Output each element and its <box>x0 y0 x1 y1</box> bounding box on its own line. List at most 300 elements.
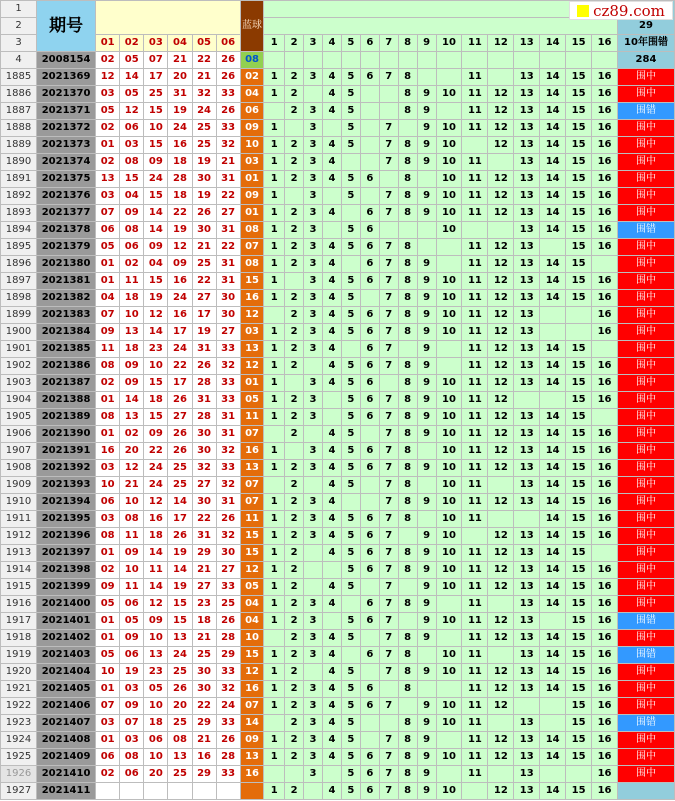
green-cell[interactable]: 2 <box>285 222 304 239</box>
green-cell[interactable]: 1 <box>264 273 285 290</box>
green-cell[interactable]: 12 <box>488 749 514 766</box>
green-cell[interactable]: 1 <box>264 562 285 579</box>
red-ball-cell[interactable]: 13 <box>120 324 144 341</box>
green-cell[interactable]: 3 <box>304 647 323 664</box>
green-cell[interactable]: 13 <box>514 324 540 341</box>
red-ball-cell[interactable]: 19 <box>168 222 192 239</box>
blue-ball-cell[interactable]: 07 <box>240 494 264 511</box>
green-cell[interactable]: 6 <box>360 783 379 800</box>
green-cell[interactable]: 13 <box>514 205 540 222</box>
green-cell[interactable]: 14 <box>540 120 566 137</box>
green-cell[interactable]: 3 <box>304 69 323 86</box>
red-ball-cell[interactable]: 05 <box>96 596 120 613</box>
red-ball-cell[interactable]: 12 <box>144 596 168 613</box>
blue-ball-cell[interactable]: 15 <box>240 273 264 290</box>
green-cell[interactable]: 15 <box>566 171 592 188</box>
green-cell[interactable]: 12 <box>488 256 514 273</box>
period-cell[interactable]: 2021401 <box>37 613 96 630</box>
green-cell[interactable]: 8 <box>398 154 417 171</box>
green-cell[interactable]: 14 <box>540 205 566 222</box>
green-cell[interactable]: 5 <box>341 562 360 579</box>
green-cell[interactable]: 15 <box>566 392 592 409</box>
green-cell[interactable]: 8 <box>398 511 417 528</box>
row-number[interactable]: 1894 <box>1 222 37 239</box>
green-cell[interactable] <box>488 477 514 494</box>
red-ball-cell[interactable]: 15 <box>144 409 168 426</box>
period-cell[interactable]: 2021395 <box>37 511 96 528</box>
green-cell[interactable]: 15 <box>566 715 592 732</box>
red-ball-cell[interactable]: 25 <box>216 596 240 613</box>
green-cell[interactable] <box>360 120 379 137</box>
green-cell[interactable] <box>285 188 304 205</box>
red-ball-cell[interactable]: 05 <box>120 613 144 630</box>
green-cell[interactable]: 16 <box>592 562 618 579</box>
green-cell[interactable] <box>540 698 566 715</box>
green-cell[interactable]: 11 <box>462 69 488 86</box>
row-number[interactable]: 1 <box>1 1 37 18</box>
green-cell[interactable]: 10 <box>436 698 462 715</box>
red-ball-cell[interactable]: 27 <box>192 477 216 494</box>
green-cell[interactable]: 9 <box>417 426 436 443</box>
red-ball-cell[interactable]: 26 <box>216 732 240 749</box>
red-ball-cell[interactable]: 02 <box>120 426 144 443</box>
green-cell[interactable]: 7 <box>379 647 398 664</box>
green-cell[interactable]: 5 <box>341 426 360 443</box>
green-cell[interactable]: 8 <box>398 239 417 256</box>
red-ball-cell[interactable]: 26 <box>192 205 216 222</box>
green-cell[interactable]: 14 <box>540 358 566 375</box>
green-cell[interactable] <box>417 69 436 86</box>
green-cell[interactable]: 12 <box>488 579 514 596</box>
red-ball-cell[interactable]: 26 <box>168 392 192 409</box>
green-cell[interactable]: 7 <box>379 273 398 290</box>
green-cell[interactable] <box>566 52 592 69</box>
green-cell[interactable]: 12 <box>488 171 514 188</box>
red-ball-cell[interactable]: 27 <box>192 579 216 596</box>
red-ball-cell[interactable]: 26 <box>216 613 240 630</box>
green-cell[interactable]: 4 <box>323 647 342 664</box>
green-cell[interactable] <box>417 681 436 698</box>
green-cell[interactable]: 15 <box>566 545 592 562</box>
green-cell[interactable] <box>264 477 285 494</box>
green-cell[interactable]: 7 <box>379 511 398 528</box>
green-cell[interactable]: 14 <box>540 749 566 766</box>
blue-ball-cell[interactable]: 15 <box>240 545 264 562</box>
red-ball-cell[interactable]: 31 <box>216 273 240 290</box>
green-cell[interactable]: 1 <box>264 783 285 800</box>
red-ball-cell[interactable]: 28 <box>216 630 240 647</box>
status-cell[interactable]: 围中 <box>617 239 674 256</box>
green-cell[interactable] <box>488 222 514 239</box>
green-cell[interactable]: 4 <box>323 375 342 392</box>
green-cell[interactable] <box>417 239 436 256</box>
green-cell[interactable]: 10 <box>436 613 462 630</box>
green-cell[interactable]: 12 <box>488 205 514 222</box>
green-cell[interactable]: 14 <box>540 86 566 103</box>
green-cell[interactable]: 13 <box>514 596 540 613</box>
red-ball-cell[interactable] <box>216 783 240 800</box>
green-cell[interactable]: 8 <box>398 715 417 732</box>
red-ball-cell[interactable]: 14 <box>168 562 192 579</box>
green-cell[interactable]: 15 <box>566 528 592 545</box>
green-cell[interactable]: 16 <box>592 290 618 307</box>
green-cell[interactable] <box>462 783 488 800</box>
green-cell[interactable]: 4 <box>323 579 342 596</box>
red-ball-cell[interactable]: 24 <box>168 647 192 664</box>
red-ball-cell[interactable]: 18 <box>168 188 192 205</box>
green-cell[interactable] <box>398 120 417 137</box>
green-cell[interactable]: 2 <box>285 392 304 409</box>
green-cell[interactable]: 3 <box>304 375 323 392</box>
red-ball-cell[interactable]: 10 <box>120 562 144 579</box>
green-cell[interactable]: 16 <box>592 188 618 205</box>
red-ball-cell[interactable]: 19 <box>120 664 144 681</box>
green-cell[interactable]: 4 <box>323 749 342 766</box>
green-cell[interactable]: 13 <box>514 358 540 375</box>
green-cell[interactable]: 9 <box>417 749 436 766</box>
green-cell[interactable]: 4 <box>323 69 342 86</box>
green-cell[interactable]: 15 <box>566 698 592 715</box>
red-ball-cell[interactable]: 02 <box>96 562 120 579</box>
red-ball-cell[interactable]: 07 <box>96 307 120 324</box>
green-cell[interactable]: 4 <box>323 324 342 341</box>
status-cell[interactable]: 围错 <box>617 613 674 630</box>
red-ball-cell[interactable]: 33 <box>216 86 240 103</box>
green-cell[interactable]: 9 <box>417 545 436 562</box>
green-cell[interactable]: 10 <box>436 409 462 426</box>
green-cell[interactable]: 10 <box>436 579 462 596</box>
period-cell[interactable]: 2021379 <box>37 239 96 256</box>
row-number[interactable]: 1891 <box>1 171 37 188</box>
green-cell[interactable]: 1 <box>264 358 285 375</box>
green-cell[interactable]: 13 <box>514 120 540 137</box>
green-cell[interactable] <box>488 596 514 613</box>
green-cell[interactable]: 12 <box>488 307 514 324</box>
green-cell[interactable] <box>341 154 360 171</box>
green-cell[interactable] <box>360 630 379 647</box>
green-cell[interactable]: 6 <box>360 307 379 324</box>
green-cell[interactable]: 7 <box>379 307 398 324</box>
period-cell[interactable]: 2021406 <box>37 698 96 715</box>
red-ball-cell[interactable]: 15 <box>168 596 192 613</box>
red-ball-cell[interactable]: 22 <box>192 273 216 290</box>
red-ball-cell[interactable]: 26 <box>216 69 240 86</box>
red-ball-cell[interactable]: 25 <box>168 477 192 494</box>
red-ball-cell[interactable]: 26 <box>168 681 192 698</box>
green-cell[interactable]: 4 <box>323 256 342 273</box>
red-ball-cell[interactable]: 31 <box>216 409 240 426</box>
row-number[interactable]: 1926 <box>1 766 37 783</box>
green-cell[interactable]: 6 <box>360 205 379 222</box>
green-cell[interactable]: 13 <box>514 290 540 307</box>
green-cell[interactable]: 8 <box>398 596 417 613</box>
green-cell[interactable]: 15 <box>566 188 592 205</box>
status-cell[interactable]: 围中 <box>617 443 674 460</box>
red-ball-cell[interactable]: 06 <box>96 749 120 766</box>
green-cell[interactable]: 14 <box>540 732 566 749</box>
red-ball-cell[interactable]: 16 <box>168 273 192 290</box>
green-cell[interactable]: 16 <box>592 222 618 239</box>
red-ball-cell[interactable]: 02 <box>96 154 120 171</box>
red-ball-cell[interactable]: 30 <box>216 307 240 324</box>
red-ball-cell[interactable]: 18 <box>168 154 192 171</box>
green-cell[interactable] <box>514 698 540 715</box>
period-cell[interactable]: 2021385 <box>37 341 96 358</box>
green-cell[interactable]: 13 <box>514 494 540 511</box>
green-cell[interactable]: 3 <box>304 256 323 273</box>
green-cell[interactable]: 10 <box>436 324 462 341</box>
green-cell[interactable]: 11 <box>462 477 488 494</box>
green-cell[interactable]: 3 <box>304 613 323 630</box>
red-ball-cell[interactable]: 09 <box>96 324 120 341</box>
green-cell[interactable]: 10 <box>436 494 462 511</box>
green-cell[interactable]: 9 <box>417 120 436 137</box>
green-cell[interactable] <box>304 664 323 681</box>
red-ball-cell[interactable]: 08 <box>96 358 120 375</box>
green-cell[interactable]: 12 <box>488 290 514 307</box>
green-cell[interactable]: 1 <box>264 171 285 188</box>
red-ball-cell[interactable]: 19 <box>168 103 192 120</box>
green-cell[interactable]: 9 <box>417 579 436 596</box>
green-cell[interactable]: 16 <box>592 358 618 375</box>
red-ball-cell[interactable]: 20 <box>144 766 168 783</box>
green-cell[interactable]: 7 <box>379 613 398 630</box>
green-cell[interactable]: 13 <box>514 256 540 273</box>
red-ball-cell[interactable]: 03 <box>96 188 120 205</box>
green-cell[interactable]: 1 <box>264 222 285 239</box>
green-cell[interactable]: 4 <box>323 307 342 324</box>
green-cell[interactable]: 11 <box>462 324 488 341</box>
green-cell[interactable]: 15 <box>566 494 592 511</box>
red-ball-cell[interactable]: 26 <box>216 511 240 528</box>
green-cell[interactable] <box>304 562 323 579</box>
green-cell[interactable]: 5 <box>341 409 360 426</box>
green-cell[interactable]: 10 <box>436 562 462 579</box>
status-cell[interactable]: 围中 <box>617 630 674 647</box>
green-cell[interactable]: 1 <box>264 511 285 528</box>
blue-ball-cell[interactable]: 11 <box>240 511 264 528</box>
green-cell[interactable] <box>304 579 323 596</box>
green-cell[interactable]: 10 <box>436 290 462 307</box>
green-cell[interactable]: 4 <box>323 630 342 647</box>
green-cell[interactable] <box>323 188 342 205</box>
green-cell[interactable] <box>417 222 436 239</box>
green-cell[interactable] <box>360 290 379 307</box>
red-ball-cell[interactable]: 28 <box>192 409 216 426</box>
green-cell[interactable]: 12 <box>488 528 514 545</box>
green-cell[interactable]: 11 <box>462 103 488 120</box>
red-ball-cell[interactable]: 24 <box>168 120 192 137</box>
green-cell[interactable]: 15 <box>566 154 592 171</box>
green-cell[interactable]: 2 <box>285 511 304 528</box>
red-ball-cell[interactable]: 25 <box>192 137 216 154</box>
row-number[interactable]: 1919 <box>1 647 37 664</box>
red-ball-cell[interactable]: 30 <box>192 494 216 511</box>
green-cell[interactable] <box>379 715 398 732</box>
green-cell[interactable]: 6 <box>360 256 379 273</box>
green-cell[interactable]: 3 <box>304 443 323 460</box>
green-cell[interactable]: 6 <box>360 528 379 545</box>
blue-ball-cell[interactable]: 12 <box>240 307 264 324</box>
red-ball-cell[interactable]: 14 <box>144 205 168 222</box>
green-cell[interactable]: 11 <box>462 273 488 290</box>
red-ball-cell[interactable]: 05 <box>120 52 144 69</box>
green-cell[interactable] <box>360 103 379 120</box>
green-cell[interactable]: 7 <box>379 766 398 783</box>
green-cell[interactable]: 4 <box>323 341 342 358</box>
green-cell[interactable]: 16 <box>592 715 618 732</box>
green-cell[interactable]: 1 <box>264 239 285 256</box>
green-cell[interactable] <box>285 273 304 290</box>
green-cell[interactable]: 5 <box>341 222 360 239</box>
green-cell[interactable]: 8 <box>398 171 417 188</box>
status-cell[interactable]: 围中 <box>617 375 674 392</box>
green-cell[interactable] <box>323 120 342 137</box>
green-cell[interactable]: 16 <box>592 171 618 188</box>
row-number[interactable]: 1915 <box>1 579 37 596</box>
green-cell[interactable]: 11 <box>462 613 488 630</box>
status-cell[interactable]: 围中 <box>617 273 674 290</box>
green-cell[interactable]: 11 <box>462 392 488 409</box>
green-cell[interactable]: 7 <box>379 749 398 766</box>
blue-ball-cell[interactable]: 12 <box>240 562 264 579</box>
green-cell[interactable]: 3 <box>304 205 323 222</box>
green-cell[interactable]: 3 <box>304 341 323 358</box>
red-ball-cell[interactable]: 10 <box>96 664 120 681</box>
green-cell[interactable] <box>360 154 379 171</box>
green-cell[interactable]: 14 <box>540 256 566 273</box>
green-cell[interactable]: 7 <box>379 698 398 715</box>
red-ball-cell[interactable]: 08 <box>120 222 144 239</box>
green-cell[interactable]: 5 <box>341 103 360 120</box>
blue-ball-cell[interactable]: 03 <box>240 154 264 171</box>
row-number[interactable]: 1907 <box>1 443 37 460</box>
green-cell[interactable] <box>540 766 566 783</box>
red-ball-cell[interactable]: 28 <box>192 375 216 392</box>
red-ball-cell[interactable]: 02 <box>96 52 120 69</box>
green-cell[interactable] <box>264 52 285 69</box>
red-ball-cell[interactable]: 06 <box>120 239 144 256</box>
green-cell[interactable]: 16 <box>592 647 618 664</box>
green-cell[interactable] <box>488 766 514 783</box>
green-cell[interactable] <box>436 341 462 358</box>
green-cell[interactable] <box>436 52 462 69</box>
green-cell[interactable]: 16 <box>592 579 618 596</box>
red-ball-cell[interactable]: 18 <box>120 290 144 307</box>
red-ball-cell[interactable]: 29 <box>192 715 216 732</box>
green-cell[interactable]: 2 <box>285 545 304 562</box>
status-cell[interactable]: 围中 <box>617 205 674 222</box>
blue-ball-cell[interactable]: 01 <box>240 205 264 222</box>
green-cell[interactable]: 11 <box>462 681 488 698</box>
red-ball-cell[interactable]: 09 <box>144 239 168 256</box>
green-cell[interactable]: 10 <box>436 307 462 324</box>
green-cell[interactable]: 8 <box>398 664 417 681</box>
blue-ball-cell[interactable]: 12 <box>240 664 264 681</box>
green-cell[interactable] <box>540 392 566 409</box>
green-cell[interactable]: 2 <box>285 341 304 358</box>
green-cell[interactable]: 6 <box>360 358 379 375</box>
red-ball-cell[interactable]: 31 <box>216 426 240 443</box>
green-cell[interactable]: 7 <box>379 477 398 494</box>
red-ball-cell[interactable]: 15 <box>144 375 168 392</box>
green-cell[interactable] <box>540 307 566 324</box>
red-ball-cell[interactable]: 14 <box>168 494 192 511</box>
green-cell[interactable]: 13 <box>514 307 540 324</box>
green-cell[interactable]: 4 <box>323 698 342 715</box>
green-cell[interactable]: 7 <box>379 579 398 596</box>
green-cell[interactable]: 12 <box>488 460 514 477</box>
green-cell[interactable]: 8 <box>398 494 417 511</box>
red-ball-cell[interactable]: 07 <box>96 698 120 715</box>
green-cell[interactable] <box>566 324 592 341</box>
red-ball-cell[interactable]: 24 <box>168 341 192 358</box>
green-cell[interactable]: 6 <box>360 511 379 528</box>
green-cell[interactable]: 15 <box>566 443 592 460</box>
green-cell[interactable]: 7 <box>379 494 398 511</box>
red-ball-cell[interactable]: 05 <box>96 239 120 256</box>
green-cell[interactable]: 5 <box>341 766 360 783</box>
red-ball-cell[interactable]: 01 <box>96 426 120 443</box>
green-cell[interactable]: 5 <box>341 613 360 630</box>
green-cell[interactable] <box>360 494 379 511</box>
green-cell[interactable]: 12 <box>488 358 514 375</box>
red-ball-cell[interactable]: 23 <box>144 664 168 681</box>
green-cell[interactable] <box>417 52 436 69</box>
red-ball-cell[interactable]: 24 <box>168 290 192 307</box>
red-ball-cell[interactable]: 10 <box>144 630 168 647</box>
green-cell[interactable] <box>379 171 398 188</box>
green-cell[interactable]: 13 <box>514 69 540 86</box>
status-cell[interactable]: 围错 <box>617 647 674 664</box>
green-cell[interactable]: 6 <box>360 409 379 426</box>
red-ball-cell[interactable]: 03 <box>96 715 120 732</box>
green-cell[interactable] <box>323 562 342 579</box>
row-number[interactable]: 1917 <box>1 613 37 630</box>
green-cell[interactable]: 13 <box>514 460 540 477</box>
red-ball-cell[interactable]: 22 <box>192 698 216 715</box>
red-ball-cell[interactable]: 23 <box>192 596 216 613</box>
green-cell[interactable]: 16 <box>592 392 618 409</box>
status-cell[interactable]: 围中 <box>617 324 674 341</box>
green-cell[interactable]: 16 <box>592 766 618 783</box>
green-cell[interactable]: 2 <box>285 477 304 494</box>
green-cell[interactable]: 6 <box>360 749 379 766</box>
green-cell[interactable]: 11 <box>462 494 488 511</box>
green-cell[interactable]: 13 <box>514 477 540 494</box>
blue-ball-cell[interactable]: 05 <box>240 392 264 409</box>
green-cell[interactable]: 3 <box>304 137 323 154</box>
red-ball-cell[interactable]: 26 <box>168 426 192 443</box>
green-cell[interactable]: 5 <box>341 188 360 205</box>
green-cell[interactable]: 15 <box>566 426 592 443</box>
red-ball-cell[interactable]: 05 <box>144 681 168 698</box>
green-cell[interactable]: 1 <box>264 375 285 392</box>
green-cell[interactable]: 8 <box>398 205 417 222</box>
green-cell[interactable]: 15 <box>566 732 592 749</box>
green-cell[interactable] <box>360 579 379 596</box>
red-ball-cell[interactable]: 30 <box>192 443 216 460</box>
green-cell[interactable]: 7 <box>379 783 398 800</box>
green-cell[interactable]: 6 <box>360 596 379 613</box>
row-number[interactable]: 1890 <box>1 154 37 171</box>
row-number[interactable]: 1909 <box>1 477 37 494</box>
green-cell[interactable] <box>379 681 398 698</box>
row-number[interactable]: 1893 <box>1 205 37 222</box>
green-cell[interactable]: 11 <box>462 579 488 596</box>
green-cell[interactable]: 4 <box>323 137 342 154</box>
green-cell[interactable] <box>436 681 462 698</box>
